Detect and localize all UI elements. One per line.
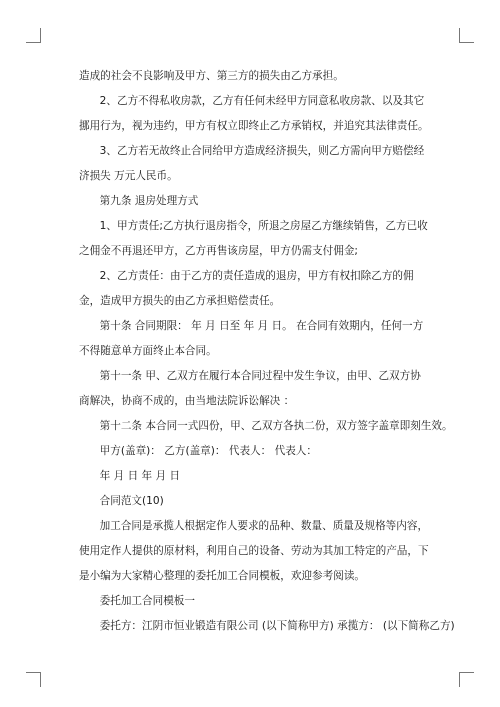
paragraph-no-private-collection: 2、乙方不得私收房款，乙方有任何未经甲方同意私收房款、以及其它挪用行为，视为违约，甲方有权立即终止乙方承销权，并追究其法律责任。 — [79, 95, 429, 132]
article-10-term: 第十条 合同期限： 年 月 日至 年 月 日。 在合同有效期内，任何一方不得随意单方面终止本合同。 — [79, 320, 424, 357]
crop-mark-bottom-right — [459, 672, 474, 687]
crop-mark-top-right — [459, 28, 474, 43]
paragraph-termination-compensation: 3、乙方若无故终止合同给甲方造成经济损失，则乙方需向甲方赔偿经济损失 万元人民币。 — [79, 145, 425, 182]
paragraph-party-a-responsibility: 1、甲方责任;乙方执行退房指令，所退之房屋乙方继续销售，乙方已收之佣金不再退还甲方，乙方再售该房屋，甲方仍需支付佣金; — [79, 220, 428, 257]
paragraph-party-b-responsibility: 2、乙方责任：由于乙方的责任造成的退房，甲方有权扣除乙方的佣金，造成甲方损失的由乙方承担赔偿责任。 — [79, 270, 414, 307]
paragraph-damage-liability: 造成的社会不良影响及甲方、第三方的损失由乙方承担。 — [79, 70, 344, 82]
date-line: 年 月 日 年 月 日 — [99, 470, 181, 482]
article-12-copies: 第十二条 本合同一式四份，甲、乙双方各执二份，双方签字盖章即刻生效。 — [99, 420, 453, 432]
document-body — [79, 64, 455, 639]
parties-line: 委托方：江阴市恒业锻造有限公司 (以下简称甲方) 承揽方： (以下简称乙方) — [99, 620, 455, 632]
paragraph-processing-contract-intro: 加工合同是承揽人根据定作人要求的品种、数量、质量及规格等内容，使用定作人提供的原材料，利用自己的设备、劳动为其加工特定的产品，下是小编为大家精心整理的委托加工合同模板，欢迎参考阅读。 — [79, 520, 429, 582]
signature-line: 甲方(盖章)： 乙方(盖章)： 代表人： 代表人： — [99, 445, 317, 457]
article-11-dispute: 第十一条 甲、乙双方在履行本合同过程中发生争议，由甲、乙双方协商解决，协商不成的，由当地法院诉讼解决 ： — [79, 370, 421, 407]
crop-mark-top-left — [26, 28, 41, 43]
sample-title: 合同范文(10) — [99, 495, 164, 507]
article-9-heading: 第九条 退房处理方式 — [99, 195, 199, 207]
crop-mark-bottom-left — [26, 672, 41, 687]
template-heading: 委托加工合同模板一 — [99, 595, 195, 607]
